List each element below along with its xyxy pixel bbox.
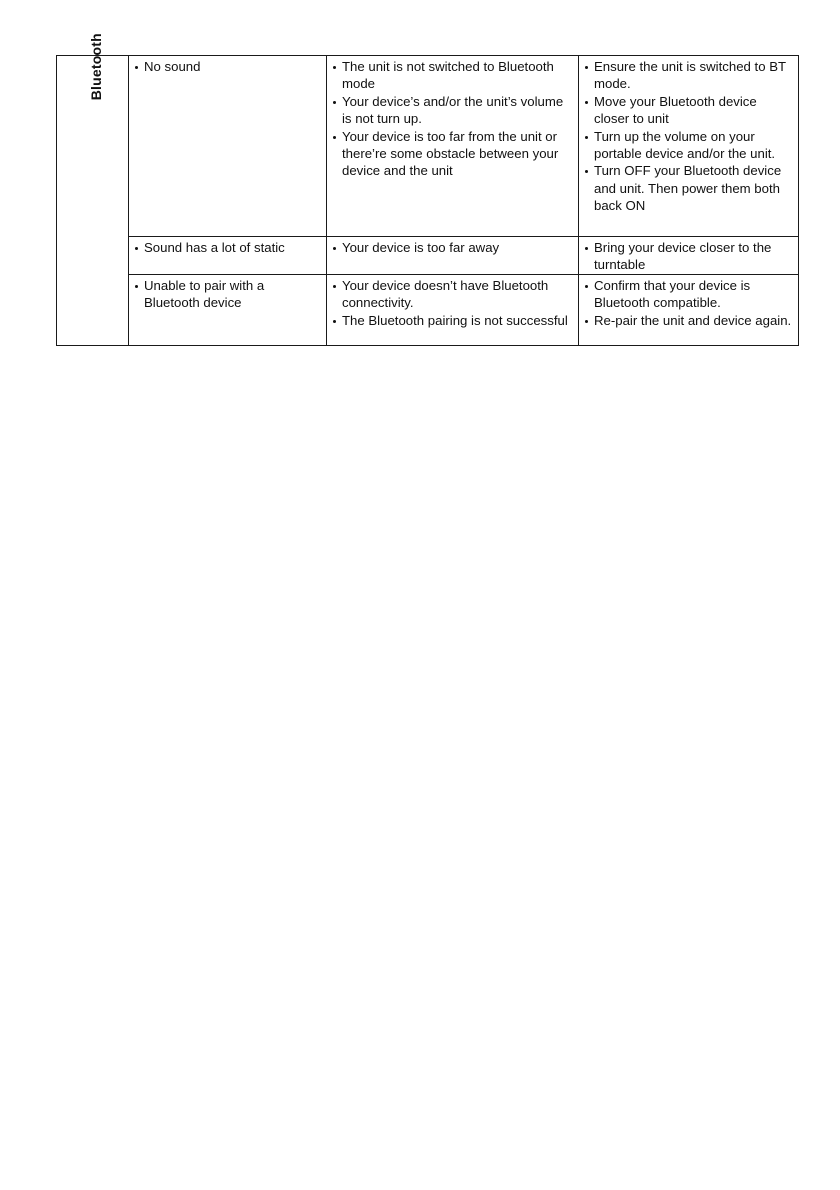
troubleshooting-table xyxy=(56,33,799,346)
solution-cell xyxy=(579,56,799,237)
solution-cell xyxy=(579,274,799,345)
problem-cell xyxy=(129,56,327,237)
cause-cell xyxy=(327,237,579,275)
solution-item: Ensure the unit is switched to BT mode. xyxy=(585,58,794,93)
cause-item: Your device is too far away xyxy=(333,239,574,256)
solution-item: Bring your device closer to the turntable xyxy=(585,239,794,274)
problem-cell xyxy=(129,237,327,275)
category-label: Bluetooth xyxy=(87,33,104,101)
problem-cell xyxy=(129,274,327,345)
solution-item: Turn OFF your Bluetooth device and unit. Then power them both back ON xyxy=(585,162,794,214)
problem-item: Unable to pair with a Bluetooth device xyxy=(135,277,322,312)
solution-item: Confirm that your device is Bluetooth compatible. xyxy=(585,277,794,312)
solution-item: Turn up the volume on your portable device and/or the unit. xyxy=(585,128,794,163)
cause-cell xyxy=(327,56,579,237)
table-row xyxy=(57,56,799,237)
cause-item: Your device’s and/or the unit’s volume is not turn up. xyxy=(333,93,574,128)
category-cell xyxy=(57,33,129,346)
solution-item: Re-pair the unit and device again. xyxy=(585,312,794,329)
cause-item: The Bluetooth pairing is not successful xyxy=(333,312,574,329)
problem-item: No sound xyxy=(135,58,322,75)
cause-item: Your device doesn’t have Bluetooth connectivity. xyxy=(333,277,574,312)
cause-cell xyxy=(327,274,579,345)
problem-item: Sound has a lot of static xyxy=(135,239,322,256)
cause-item: Your device is too far from the unit or there’re some obstacle between your device and the unit xyxy=(333,128,574,180)
cause-item: The unit is not switched to Bluetooth mode xyxy=(333,58,574,93)
table-row xyxy=(57,274,799,345)
solution-item: Move your Bluetooth device closer to unit xyxy=(585,93,794,128)
table-row xyxy=(57,237,799,275)
solution-cell xyxy=(579,237,799,275)
